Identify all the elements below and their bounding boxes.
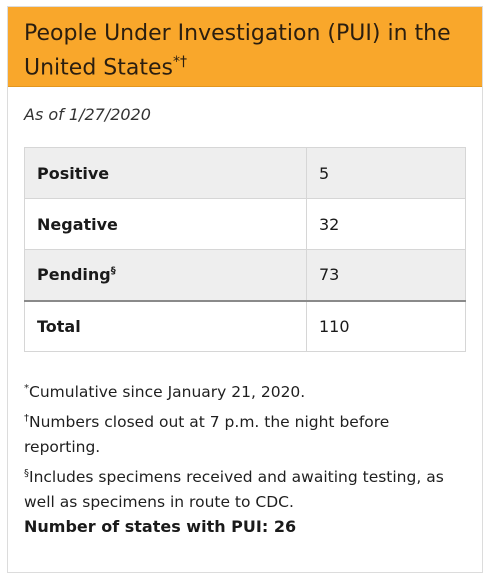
pui-card: [7, 6, 483, 573]
footnote: §Includes specimens received and awaiting testing, as well as specimens in route to CDC.: [24, 467, 444, 512]
row-value: 110: [307, 301, 466, 352]
card-header: [8, 7, 482, 87]
table-row: [25, 148, 466, 199]
row-value: 5: [307, 148, 466, 199]
row-value: 73: [307, 250, 466, 301]
footnote: *Cumulative since January 21, 2020.: [24, 383, 306, 402]
card-title: People Under Investigation (PUI) in the United States*†: [24, 21, 451, 81]
row-label: Positive: [25, 148, 307, 199]
pending-footnote-mark: §: [110, 265, 116, 277]
title-footnote-marks: *†: [172, 54, 187, 70]
row-label: Total: [25, 301, 307, 352]
states-count: Number of states with PUI: 26: [24, 517, 297, 536]
table-row: [25, 250, 466, 301]
footnotes: [24, 376, 464, 516]
table-row: [25, 199, 466, 250]
table-row-total: [25, 301, 466, 352]
row-label: Pending§: [25, 250, 307, 301]
row-value: 32: [307, 199, 466, 250]
row-label: Negative: [25, 199, 307, 250]
pui-table: [24, 147, 466, 352]
as-of-date: As of 1/27/2020: [24, 105, 151, 124]
footnote: †Numbers closed out at 7 p.m. the night before reporting.: [24, 412, 390, 457]
